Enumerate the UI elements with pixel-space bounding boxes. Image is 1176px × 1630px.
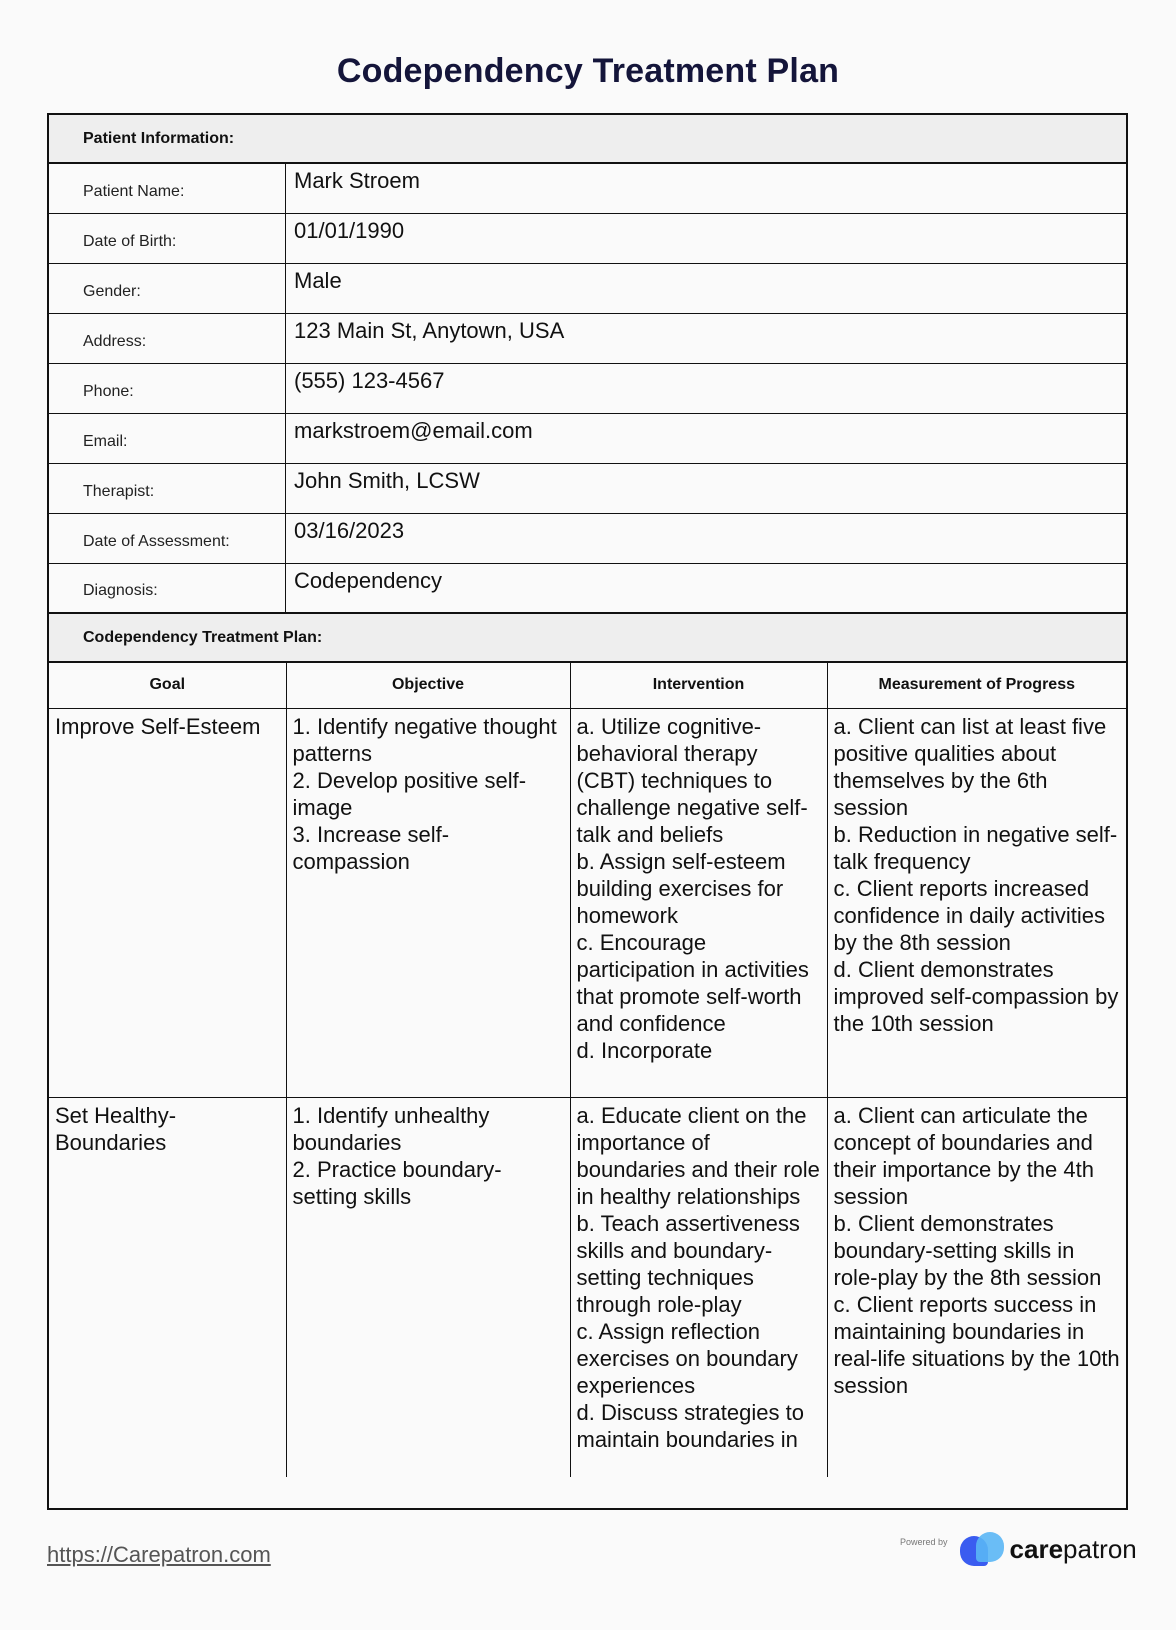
intervention-item: d. Incorporate	[576, 1037, 713, 1063]
intervention-item: d. Discuss strategies to maintain boundaries in	[576, 1399, 804, 1452]
patient-info-row	[49, 414, 1126, 464]
measurement-item: c. Client reports increased confidence in daily activities by the 8th session	[833, 875, 1105, 955]
goal-cell: Set Healthy-Boundaries	[49, 1097, 286, 1477]
measurement-item: b. Reduction in negative self-talk frequency	[833, 821, 1118, 874]
patient-info-row	[49, 214, 1126, 264]
column-header-goal: Goal	[49, 663, 286, 708]
column-header-objective: Objective	[286, 663, 570, 708]
intervention-cell	[570, 708, 827, 1097]
field-value: Codependency	[294, 568, 443, 593]
patient-info-row	[49, 564, 1126, 614]
field-label: Email:	[49, 414, 286, 463]
column-header-intervention: Intervention	[570, 663, 827, 708]
objective-item: 3. Increase self-compassion	[292, 821, 450, 874]
field-label: Patient Name:	[49, 164, 286, 213]
field-value: 01/01/1990	[294, 218, 405, 243]
intervention-item: a. Educate client on the importance of boundaries and their role in healthy relationships	[576, 1102, 820, 1209]
measurement-cell	[827, 1097, 1126, 1477]
objective-cell	[286, 1097, 570, 1477]
objective-item: 2. Practice boundary-setting skills	[292, 1156, 502, 1209]
field-label: Gender:	[49, 264, 286, 313]
field-label: Date of Birth:	[49, 214, 286, 263]
field-label: Therapist:	[49, 464, 286, 513]
table-row	[49, 1097, 1126, 1477]
measurement-item: a. Client can articulate the concept of boundaries and their importance by the 4th session	[833, 1102, 1094, 1209]
treatment-plan-header: Codependency Treatment Plan:	[49, 614, 1126, 663]
table-row	[49, 708, 1126, 1097]
measurement-item: b. Client demonstrates boundary-setting skills in role-play by the 8th session	[833, 1210, 1102, 1290]
carepatron-link[interactable]: https://Carepatron.com	[47, 1542, 271, 1567]
objective-item: 1. Identify unhealthy boundaries	[292, 1102, 490, 1155]
field-value: (555) 123-4567	[294, 368, 445, 393]
treatment-plan-form	[47, 113, 1128, 1510]
intervention-item: c. Encourage participation in activities that promote self-worth and confidence	[576, 929, 809, 1036]
patient-info-row	[49, 364, 1126, 414]
field-value: markstroem@email.com	[294, 418, 533, 443]
measurement-item: c. Client reports success in maintaining boundaries in real-life situations by the 10th session	[833, 1291, 1120, 1398]
patient-info-row	[49, 264, 1126, 314]
patient-info-row	[49, 514, 1126, 564]
intervention-item: b. Assign self-esteem building exercises for homework	[576, 848, 786, 928]
field-label: Date of Assessment:	[49, 514, 286, 563]
brand-name-rest: patron	[1063, 1533, 1137, 1564]
treatment-plan-table	[49, 663, 1126, 1477]
carepatron-brand	[900, 1532, 1137, 1566]
patient-info-row	[49, 314, 1126, 364]
field-label: Diagnosis:	[49, 564, 286, 612]
patient-info-row	[49, 164, 1126, 214]
goal-cell: Improve Self-Esteem	[49, 708, 286, 1097]
patient-info-header: Patient Information:	[49, 115, 1126, 164]
brand-name	[1010, 1534, 1137, 1565]
intervention-item: b. Teach assertiveness skills and boundary-setting techniques through role-play	[576, 1210, 800, 1317]
patient-info-row	[49, 464, 1126, 514]
measurement-item: d. Client demonstrates improved self-compassion by the 10th session	[833, 956, 1119, 1036]
field-value: Male	[294, 268, 342, 293]
column-header-measurement: Measurement of Progress	[827, 663, 1126, 708]
objective-cell	[286, 708, 570, 1097]
page-title: Codependency Treatment Plan	[336, 52, 840, 90]
powered-by-label: Powered by	[900, 1537, 948, 1547]
intervention-item: c. Assign reflection exercises on boundary experiences	[576, 1318, 798, 1398]
field-value: John Smith, LCSW	[294, 468, 480, 493]
intervention-item: a. Utilize cognitive-behavioral therapy (CBT) techniques to challenge negative self-talk and beliefs	[576, 713, 808, 847]
measurement-cell	[827, 708, 1126, 1097]
field-value: 03/16/2023	[294, 518, 405, 543]
objective-item: 1. Identify negative thought patterns	[292, 713, 557, 766]
measurement-item: a. Client can list at least five positive qualities about themselves by the 6th session	[833, 713, 1107, 820]
brand-name-bold: care	[1009, 1533, 1064, 1564]
field-label: Address:	[49, 314, 286, 363]
carepatron-logo-icon	[960, 1532, 1006, 1566]
field-value: 123 Main St, Anytown, USA	[294, 318, 565, 343]
intervention-cell	[570, 1097, 827, 1477]
patient-info-fields	[49, 164, 1126, 614]
objective-item: 2. Develop positive self-image	[292, 767, 527, 820]
field-value: Mark Stroem	[294, 168, 420, 193]
field-label: Phone:	[49, 364, 286, 413]
